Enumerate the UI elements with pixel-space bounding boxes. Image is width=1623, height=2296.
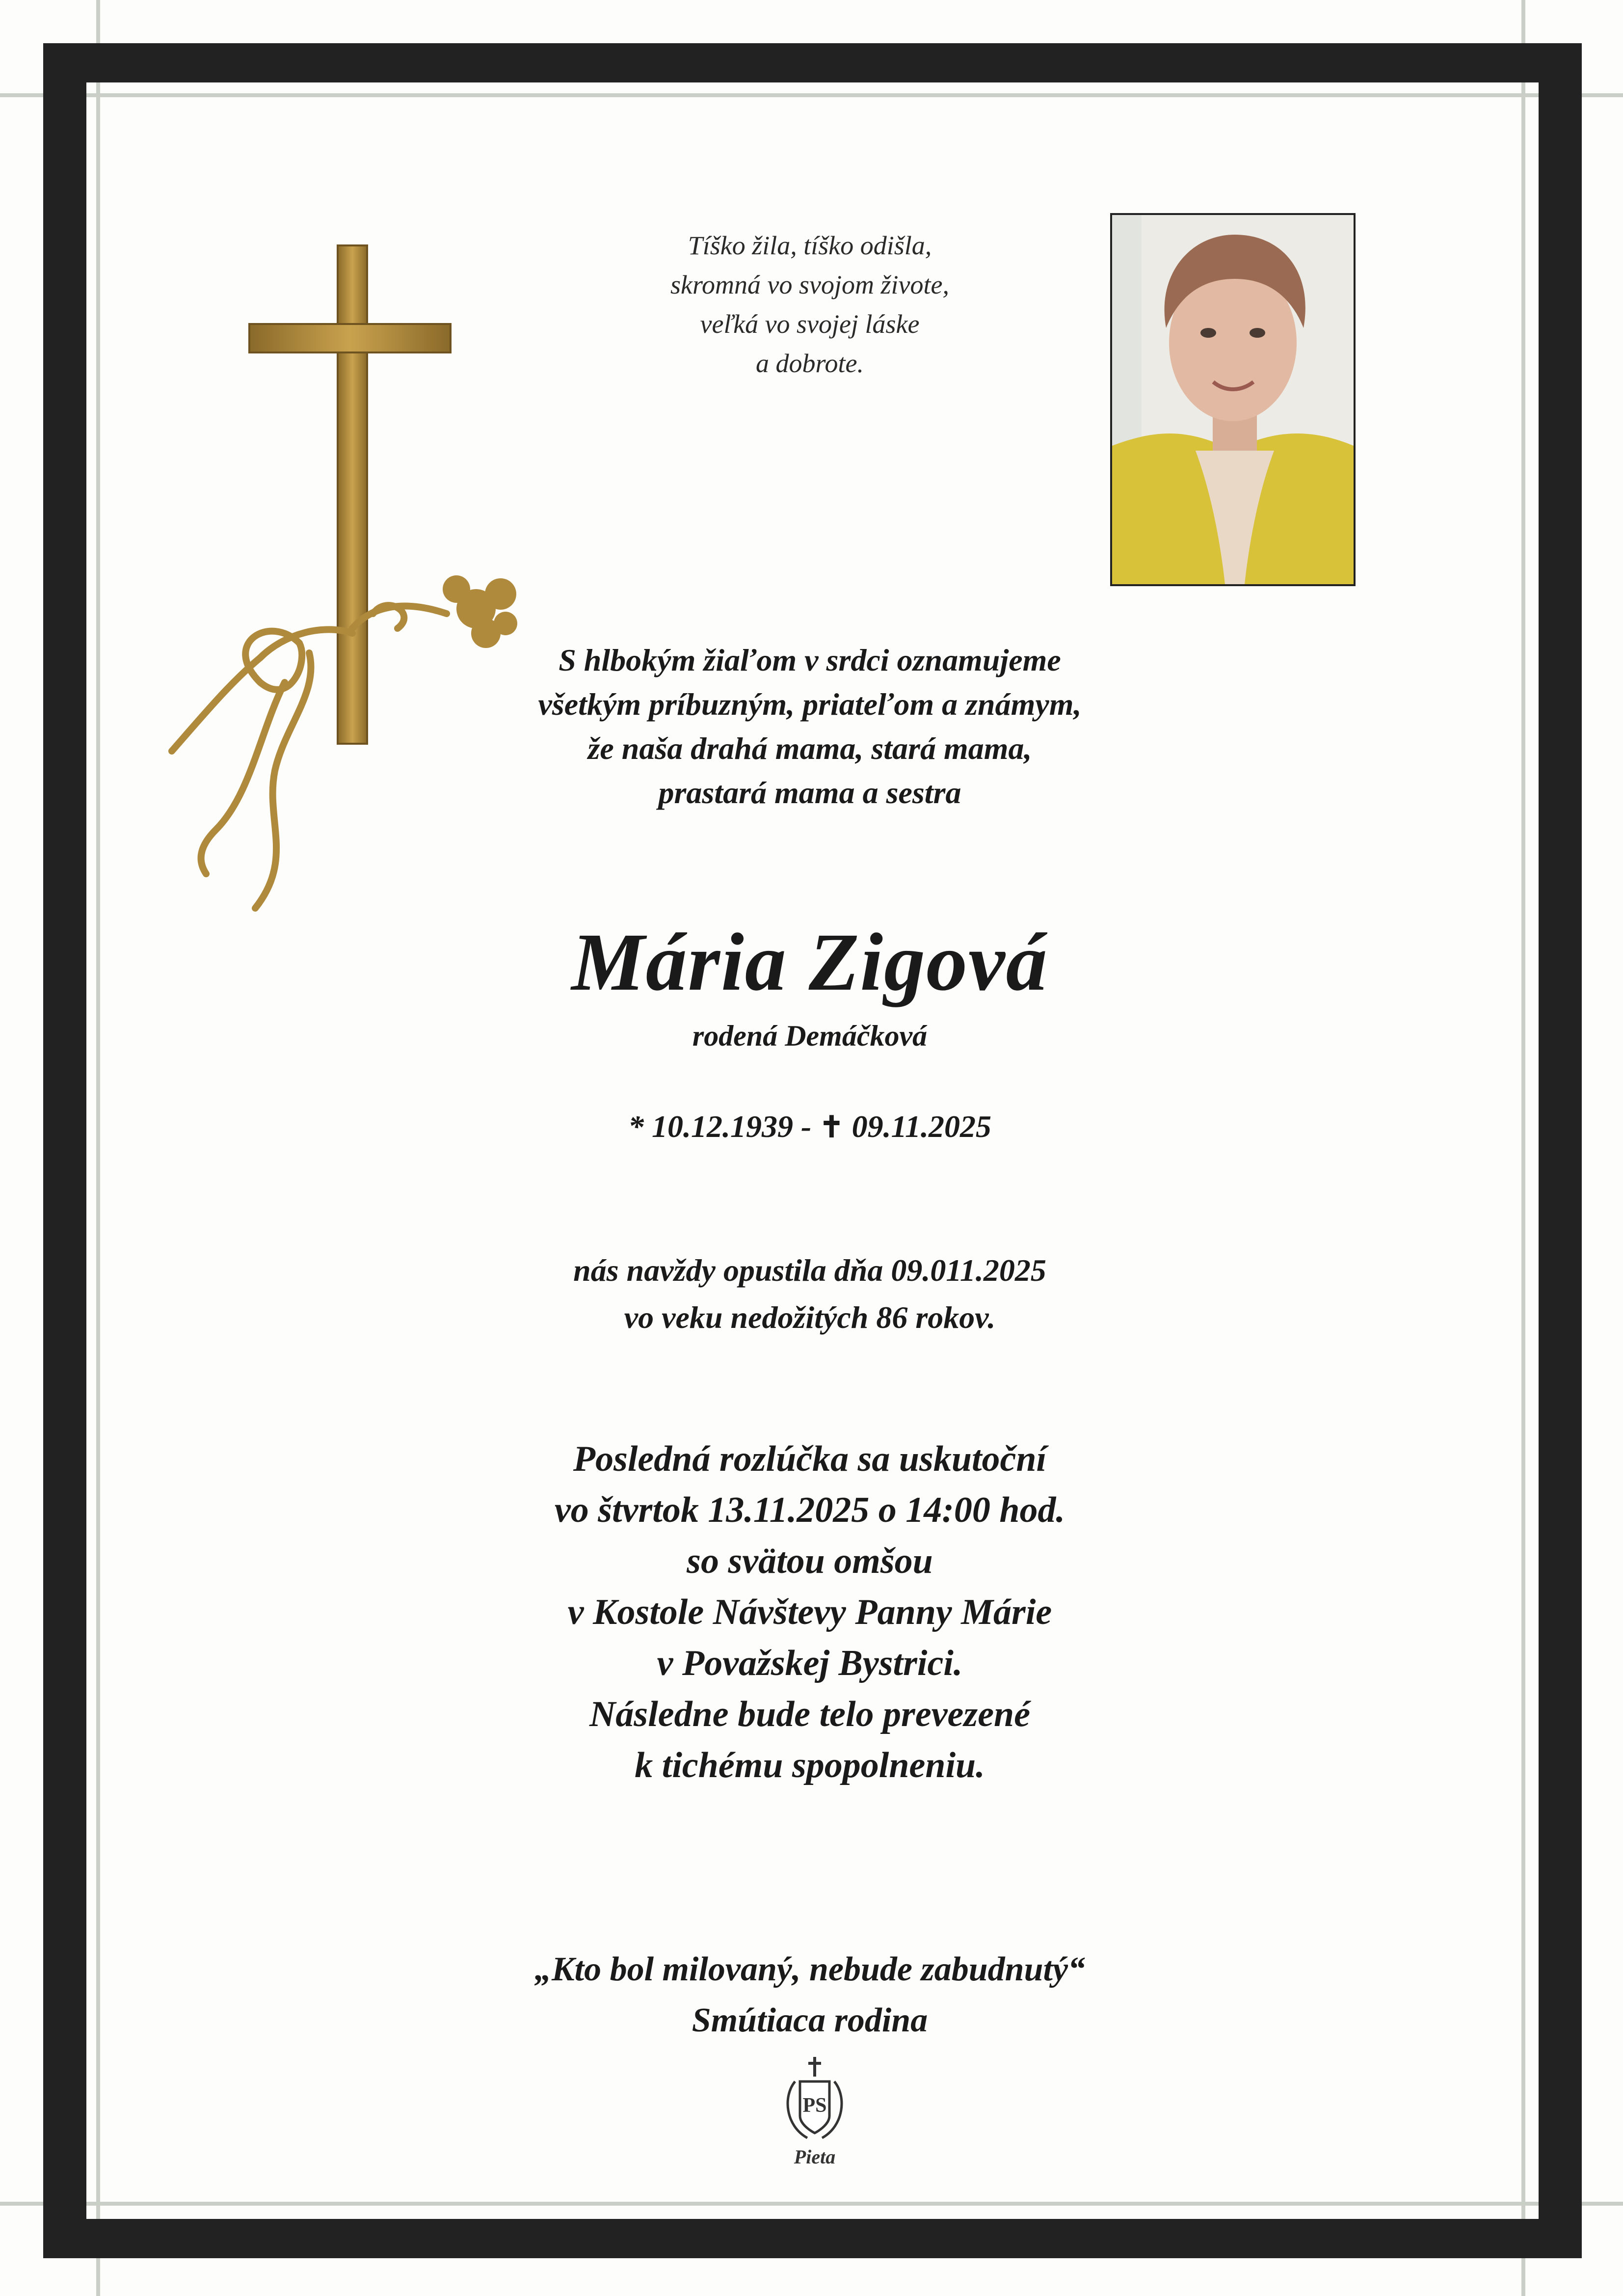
passed-line: nás navždy opustila dňa 09.011.2025 xyxy=(573,1253,1046,1288)
funeral-line: v Považskej Bystrici. xyxy=(657,1643,963,1683)
funeral-details xyxy=(417,1433,1202,1791)
birth-date: * 10.12.1939 - xyxy=(628,1109,812,1144)
announcement xyxy=(417,638,1202,815)
crop-line-right xyxy=(1521,0,1525,2296)
crop-line-bottom xyxy=(0,2202,1623,2206)
announcement-line: že naša drahá mama, stará mama, xyxy=(587,731,1032,766)
passed-line: vo veku nedožitých 86 rokov. xyxy=(624,1300,996,1335)
deceased-name: Mária Zigová xyxy=(571,917,1048,1008)
funeral-line: Následne bude telo prevezené xyxy=(589,1694,1031,1734)
announcement-line: S hlbokým žiaľom v srdci oznamujeme xyxy=(559,643,1061,677)
logo-monogram: PS xyxy=(802,2094,827,2117)
funeral-line: Posledná rozlúčka sa uskutoční xyxy=(573,1439,1047,1479)
announcement-line: prastará mama a sestra xyxy=(658,775,961,810)
portrait-photo xyxy=(1110,213,1356,586)
border-left xyxy=(43,43,86,2258)
passed-away-text xyxy=(417,1247,1202,1341)
crop-line-left xyxy=(96,0,100,2296)
border-top xyxy=(43,43,1582,82)
death-cross-icon: ✝ xyxy=(819,1111,844,1143)
family-signature: Smútiaca rodina xyxy=(692,2001,928,2039)
motto-line: Tíško žila, tíško odišla, xyxy=(688,231,932,260)
maiden-name: rodená Demáčková xyxy=(692,1020,928,1052)
funeral-line: k tichému spopolneniu. xyxy=(635,1745,985,1785)
pieta-logo-name: Pieta xyxy=(794,2146,836,2168)
motto-line: veľká vo svojej láske xyxy=(700,309,920,339)
border-right xyxy=(1539,43,1582,2258)
pieta-logo-icon xyxy=(778,2052,851,2150)
golden-cross-icon xyxy=(162,241,555,967)
death-date: 09.11.2025 xyxy=(851,1109,992,1144)
announcement-line: všetkým príbuzným, priateľom a známym, xyxy=(538,687,1082,722)
border-bottom xyxy=(43,2219,1582,2258)
crop-line-top xyxy=(0,93,1623,97)
motto-line: skromná vo svojom živote, xyxy=(670,270,949,299)
funeral-line: v Kostole Návštevy Panny Márie xyxy=(567,1592,1052,1632)
quote-text: „Kto bol milovaný, nebude zabudnutý“ xyxy=(534,1950,1086,1988)
motto xyxy=(564,226,1055,383)
funeral-line: so svätou omšou xyxy=(687,1541,933,1581)
closing-quote xyxy=(417,1944,1202,2046)
motto-line: a dobrote. xyxy=(756,349,864,378)
funeral-line: vo štvrtok 13.11.2025 o 14:00 hod. xyxy=(554,1490,1065,1530)
life-dates xyxy=(417,1105,1202,1149)
